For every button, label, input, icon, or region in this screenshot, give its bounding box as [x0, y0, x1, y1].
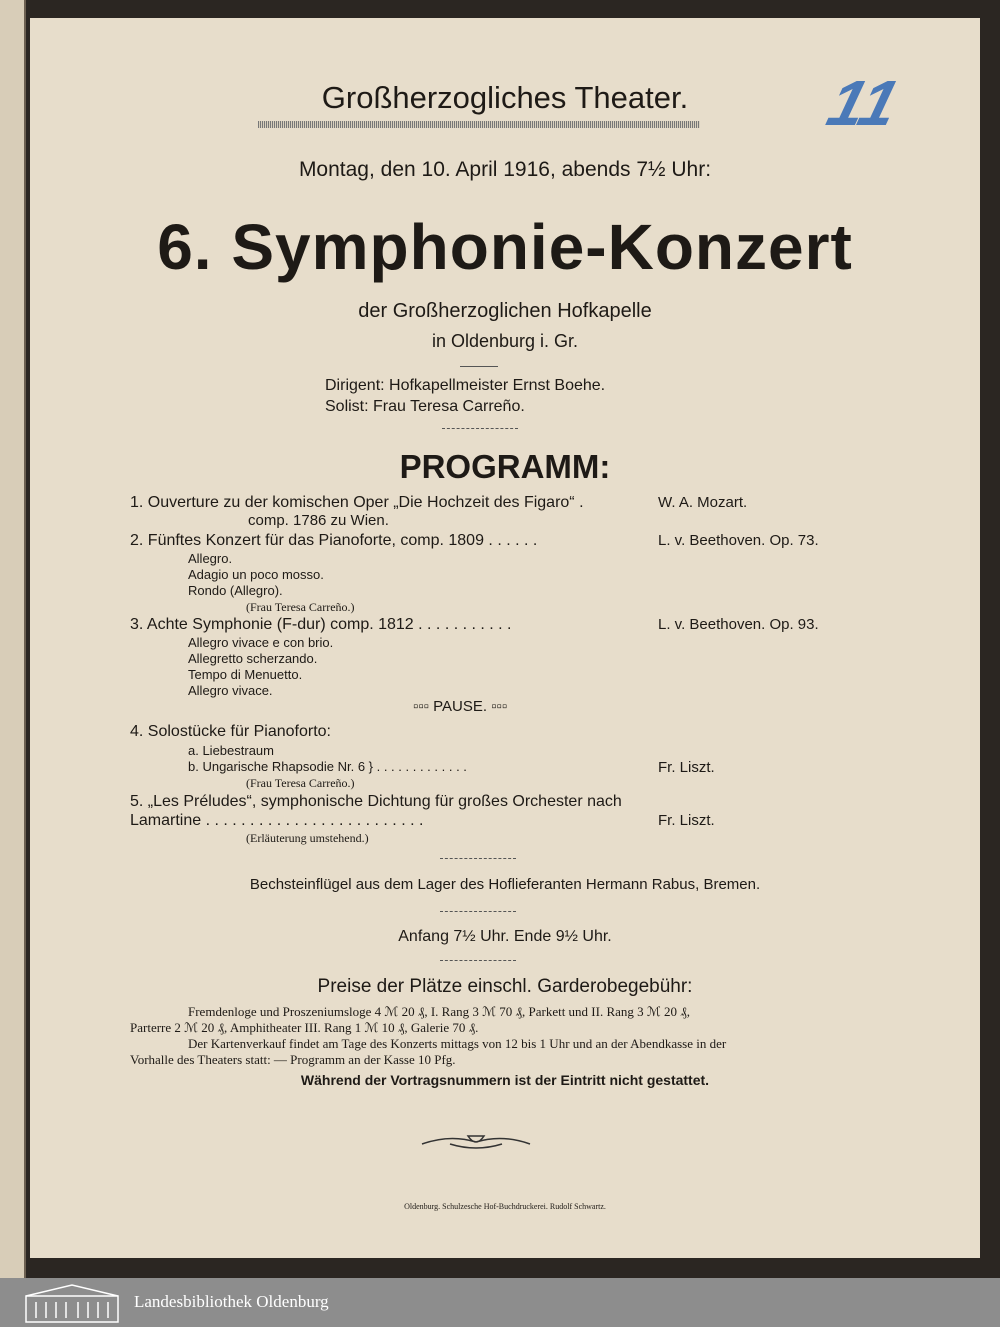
handwritten-number: 11 [820, 67, 907, 139]
ticket-sale-line: Der Kartenverkauf findet am Tage des Konzerts mittags von 12 bis 1 Uhr und an der Abendkasse in der [188, 1036, 727, 1051]
program-line: 1. Ouverture zu der komischen Oper „Die Hochzeit des Figaro“ . [130, 494, 584, 511]
prices-line: Parterre 2 ℳ 20 ₰, Amphitheater III. Rang 1 ℳ 10 ₰, Galerie 70 ₰. [130, 1020, 479, 1035]
composer: W. A. Mozart. [658, 494, 748, 511]
divider [460, 366, 498, 367]
concert-program-page [30, 18, 980, 1258]
concert-title: 6. Symphonie-Konzert [157, 211, 853, 283]
composer: L. v. Beethoven. Op. 93. [658, 616, 819, 633]
program-line: (Erläuterung umstehend.) [246, 831, 369, 845]
program-line: a. Liebestraum [188, 743, 274, 758]
program-line: (Frau Teresa Carreño.) [246, 600, 355, 614]
entry-notice: Während der Vortragsnummern ist der Eintritt nicht gestattet. [300, 1072, 710, 1088]
ornament-divider [440, 856, 516, 859]
library-footer-bar [0, 1278, 1000, 1327]
program-line: (Frau Teresa Carreño.) [246, 776, 355, 790]
program-line: 3. Achte Symphonie (F-dur) comp. 1812 . . . . . . . . . . . [130, 616, 512, 633]
program-line: Tempo di Menuetto. [188, 667, 303, 682]
program-line: ▫▫▫ PAUSE. ▫▫▫ [413, 698, 508, 715]
program-line: Adagio un poco mosso. [188, 567, 324, 582]
conductor: Dirigent: Hofkapellmeister Ernst Boehe. [325, 377, 606, 394]
program-line: 5. „Les Préludes“, symphonische Dichtung für großes Orchester nach [130, 793, 622, 810]
hatched-rule [258, 121, 700, 128]
program-heading: PROGRAMM: [399, 448, 611, 485]
concert-date: Montag, den 10. April 1916, abends 7½ Uhr: [298, 158, 712, 181]
start-end-times: Anfang 7½ Uhr. Ende 9½ Uhr. [398, 928, 612, 945]
ticket-sale-line: Vorhalle des Theaters statt: — Programm an der Kasse 10 Pfg. [130, 1052, 456, 1067]
program-line: 4. Solostücke für Pianoforto: [130, 723, 331, 740]
subtitle: der Großherzoglichen Hofkapelle [358, 300, 652, 322]
composer: Fr. Liszt. [658, 759, 715, 776]
printer-imprint: Oldenburg. Schulzesche Hof-Buchdruckerei. Rudolf Schwartz. [404, 1202, 606, 1211]
theater-name: Großherzogliches Theater. [321, 80, 689, 115]
program-line: comp. 1786 zu Wien. [248, 512, 389, 529]
program-line: Rondo (Allegro). [188, 583, 283, 598]
program-line: Allegro. [188, 551, 233, 566]
program-line: 2. Fünftes Konzert für das Pianoforte, comp. 1809 . . . . . . [130, 532, 538, 549]
composer: L. v. Beethoven. Op. 73. [658, 532, 819, 549]
soloist: Solist: Frau Teresa Carreño. [325, 398, 525, 415]
adjacent-page-edge [0, 0, 26, 1278]
library-building-logo [22, 1282, 122, 1324]
prices-line: Fremdenloge und Proszeniumsloge 4 ℳ 20 ₰, I. Rang 3 ℳ 70 ₰, Parkett und II. Rang 3 ℳ 20 ₰, [188, 1004, 691, 1019]
ornament-divider [440, 958, 516, 961]
program-line: Allegro vivace. [188, 683, 273, 698]
composer: Fr. Liszt. [658, 812, 715, 829]
program-line: b. Ungarische Rhapsodie Nr. 6 } . . . . . . . . . . . . . [188, 759, 467, 774]
program-line: Lamartine . . . . . . . . . . . . . . . . . . . . . . . . . [130, 812, 424, 829]
ornament-divider [440, 909, 516, 912]
program-line: Allegretto scherzando. [188, 651, 318, 666]
bow-ornament [420, 1130, 532, 1152]
program-line: Allegro vivace e con brio. [188, 635, 334, 650]
subtitle-location: in Oldenburg i. Gr. [431, 331, 579, 351]
library-name: Landesbibliothek Oldenburg [134, 1292, 329, 1311]
piano-note: Bechsteinflügel aus dem Lager des Hoflieferanten Hermann Rabus, Bremen. [249, 876, 761, 893]
prices-heading: Preise der Plätze einschl. Garderobegebühr: [317, 976, 693, 997]
ornament-divider [442, 426, 518, 429]
